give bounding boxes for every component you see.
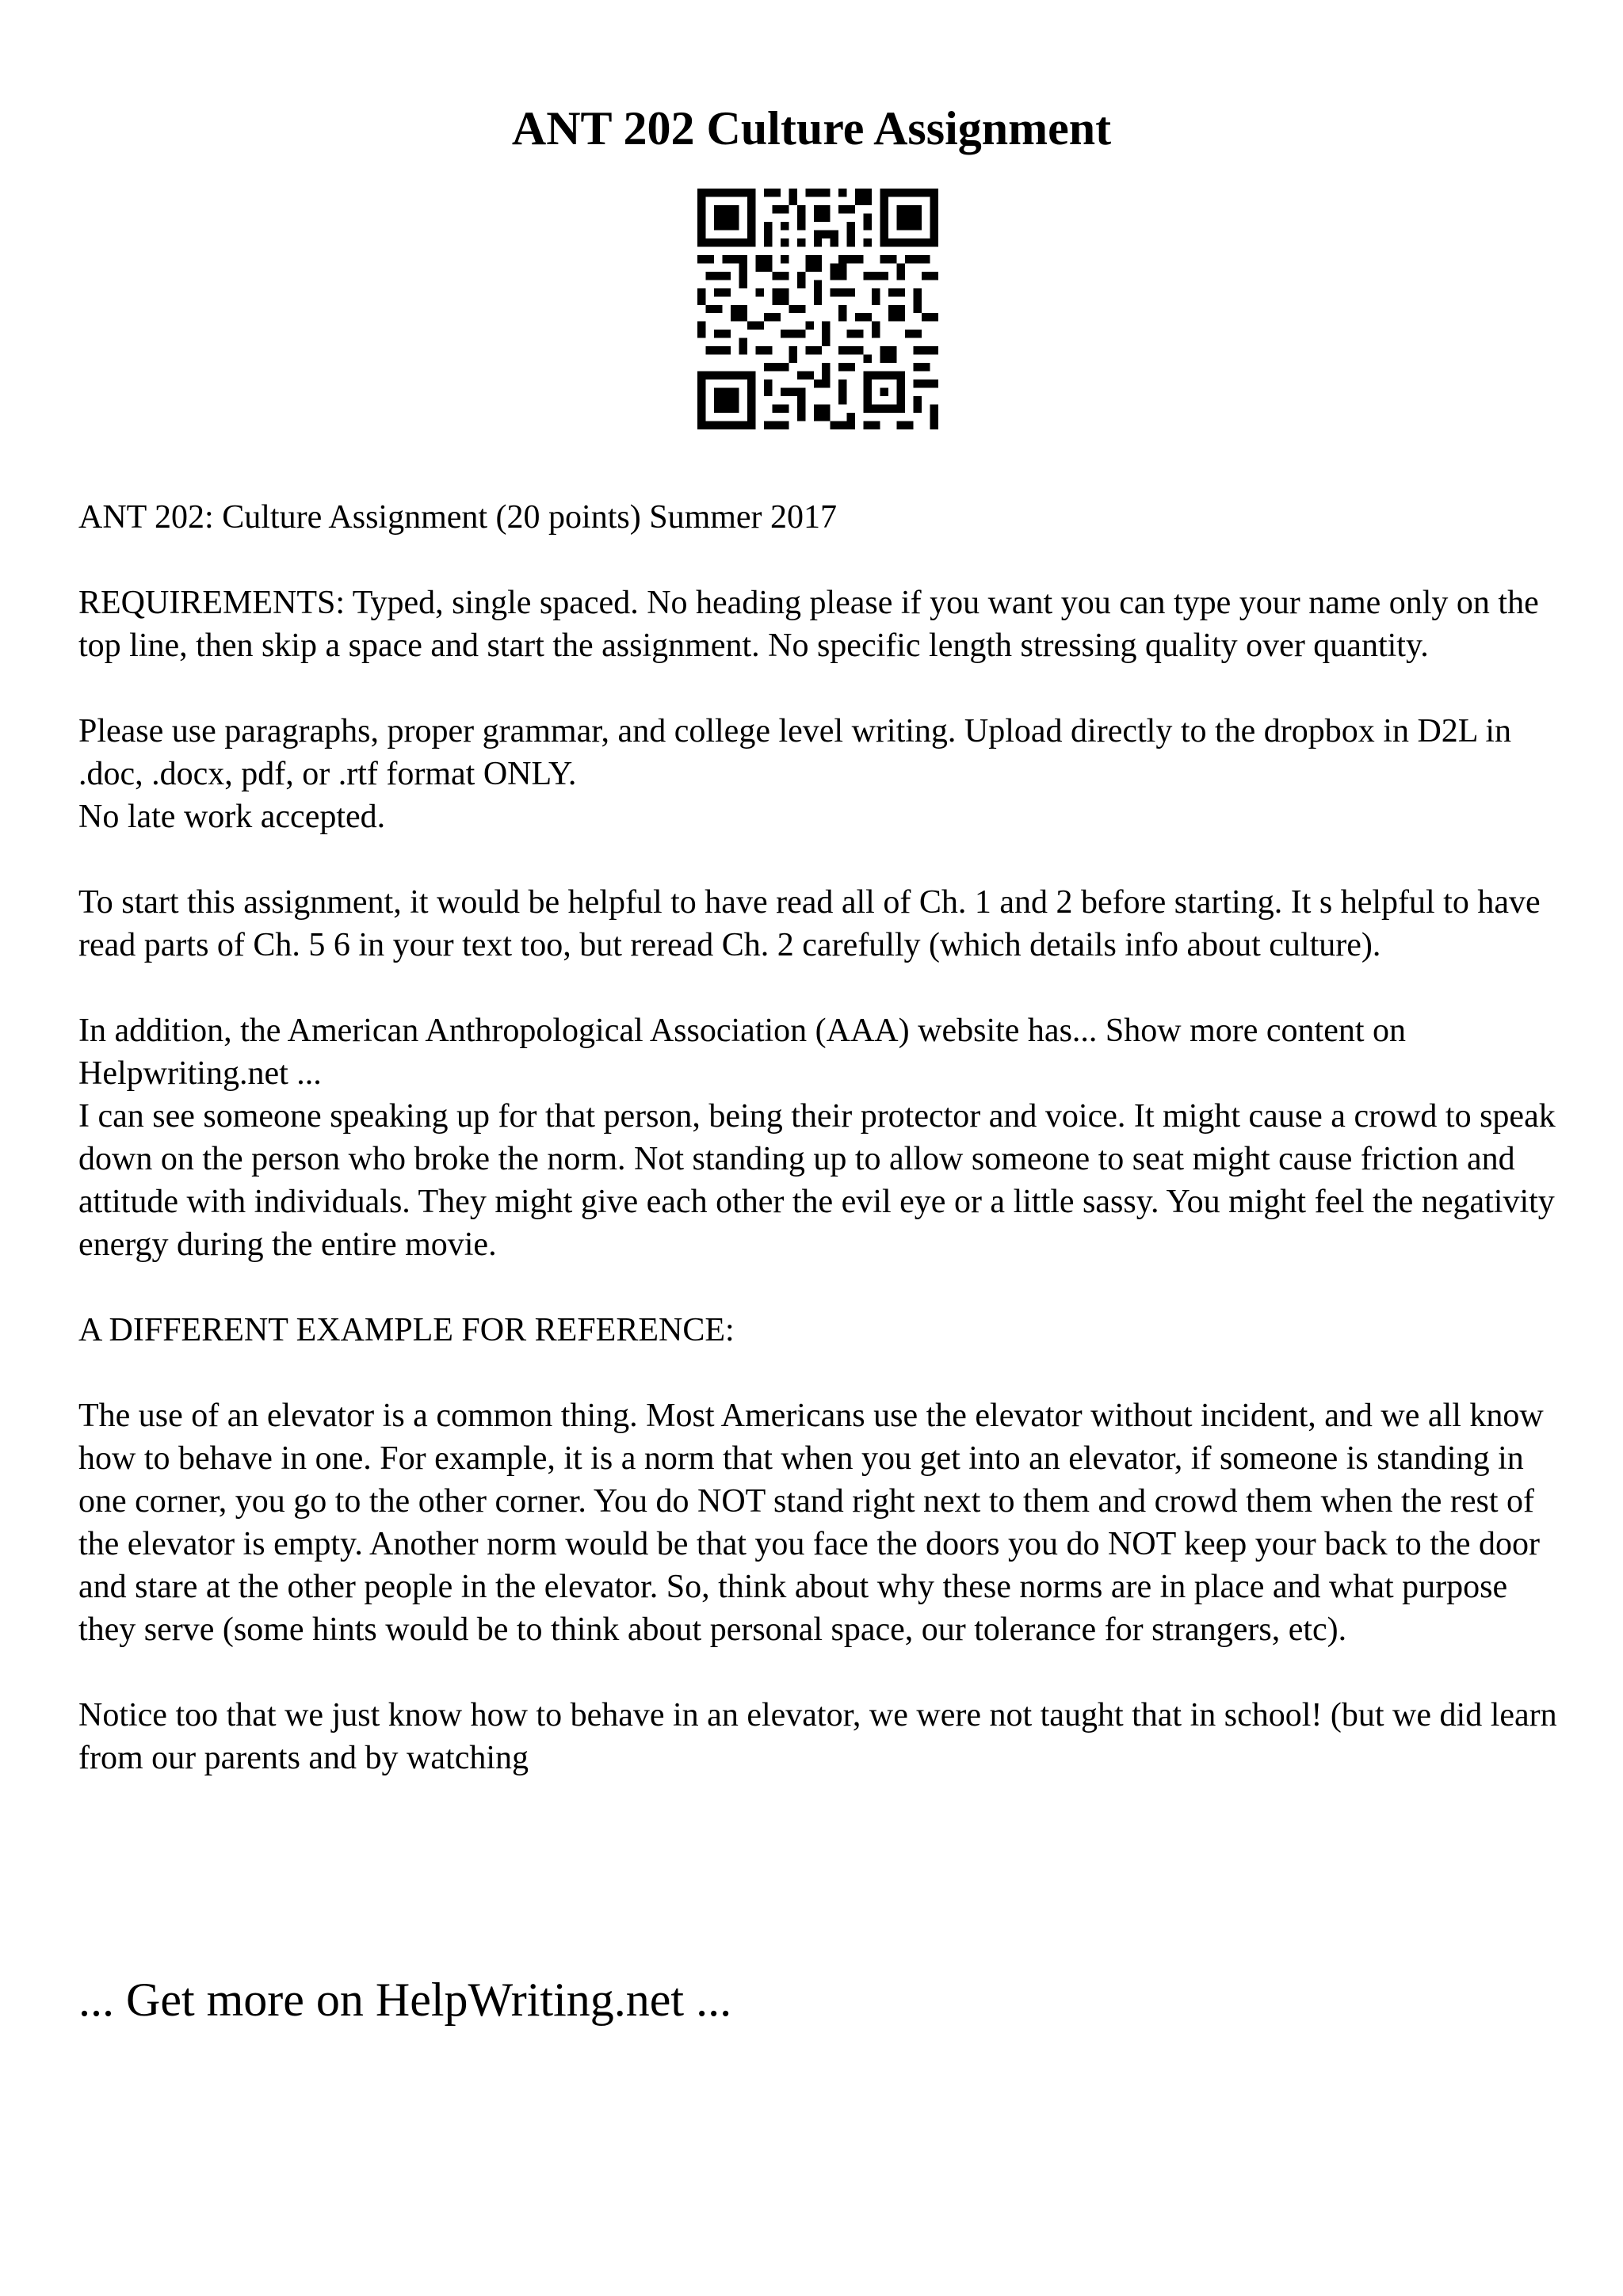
late-work-paragraph: No late work accepted. bbox=[78, 799, 386, 835]
example-response-paragraph: I can see someone speaking up for that person, being their protector and voice. It might cause a crowd to speak down on the person who broke the norm. Not standing up to allow someone to seat might cause friction and attitude with individuals. They might give each other the evil eye or a little sassy. You might feel the negativity energy during the entire movie. bbox=[78, 1098, 1556, 1263]
reading-paragraph: To start this assignment, it would be helpful to have read all of Ch. 1 and 2 before starting. It s helpful to have read parts of Ch. 5 6 in your text too, but reread Ch. 2 carefully (which details info about culture). bbox=[78, 884, 1541, 963]
qr-code-graphic bbox=[697, 189, 938, 429]
elevator-paragraph: The use of an elevator is a common thing. Most Americans use the elevator without incident, and we all know how to behave in one. For example, it is a norm that when you get into an elevator, if someone is standing in one corner, you go to the other corner. You do NOT stand right next to them and crowd them when the rest of the elevator is empty. Another norm would be that you face the doors you do NOT keep your back to the door and stare at the other people in the elevator. So, think about why these norms are in place and what purpose they serve (some hints would be to think about personal space, our tolerance for strangers, etc). bbox=[78, 1398, 1544, 1648]
course-heading-paragraph: ANT 202: Culture Assignment (20 points) Summer 2017 bbox=[78, 499, 838, 536]
formatting-paragraph: Please use paragraphs, proper grammar, and college level writing. Upload directly to the dropbox in D2L in .doc, .docx, pdf, or .rtf format ONLY. bbox=[78, 713, 1512, 792]
requirements-paragraph: REQUIREMENTS: Typed, single spaced. No heading please if you want you can type your name only on the top line, then skip a space and start the assignment. No specific length stressing quality over quantity. bbox=[78, 585, 1539, 664]
document-title: ANT 202 Culture Assignment bbox=[511, 102, 1112, 154]
aaa-paragraph: In addition, the American Anthropological Association (AAA) website has... Show more content on Helpwriting.net ... bbox=[78, 1013, 1407, 1092]
notice-paragraph: Notice too that we just know how to behave in an elevator, we were not taught that in school! (but we did learn from our parents and by watching bbox=[78, 1697, 1557, 1776]
get-more-link-text bbox=[78, 1968, 1568, 2031]
document-body bbox=[78, 496, 1568, 1779]
qr-code-icon bbox=[697, 189, 938, 429]
different-example-heading: A DIFFERENT EXAMPLE FOR REFERENCE: bbox=[78, 1312, 735, 1348]
get-more-link[interactable]: ... Get more on HelpWriting.net ... bbox=[78, 1974, 732, 2026]
